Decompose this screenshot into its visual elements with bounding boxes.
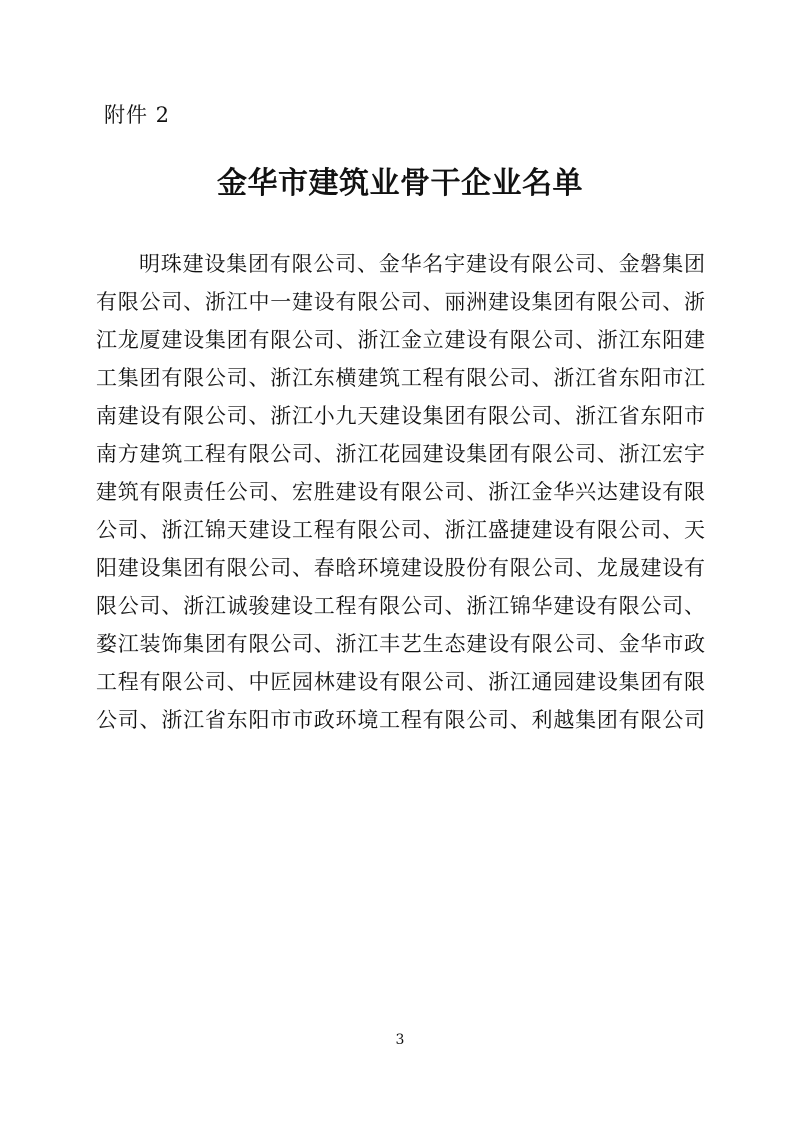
paragraph-line: 公司、浙江锦天建设工程有限公司、浙江盛捷建设有限公司、天 [96, 518, 705, 542]
page-title: 金华市建筑业骨干企业名单 [217, 166, 583, 201]
paragraph-line: 公司、浙江省东阳市市政环境工程有限公司、利越集团有限公司 [96, 708, 705, 732]
paragraph-line: 婺江装饰集团有限公司、浙江丰艺生态建设有限公司、金华市政 [96, 632, 705, 656]
paragraph-line: 南方建筑工程有限公司、浙江花园建设集团有限公司、浙江宏宇 [96, 442, 705, 466]
company-list-paragraph [96, 245, 705, 739]
paragraph-line: 工程有限公司、中匠园林建设有限公司、浙江通园建设集团有限 [96, 670, 705, 694]
paragraph-line: 限公司、浙江诚骏建设工程有限公司、浙江锦华建设有限公司、 [96, 594, 705, 618]
page-number: 3 [395, 1032, 405, 1048]
paragraph-line: 建筑有限责任公司、宏胜建设有限公司、浙江金华兴达建设有限 [96, 480, 705, 504]
paragraph-line: 阳建设集团有限公司、春晗环境建设股份有限公司、龙晟建设有 [96, 556, 705, 580]
paragraph-line: 工集团有限公司、浙江东横建筑工程有限公司、浙江省东阳市江 [96, 366, 705, 390]
paragraph-line: 南建设有限公司、浙江小九天建设集团有限公司、浙江省东阳市 [96, 404, 705, 428]
paragraph-line: 有限公司、浙江中一建设有限公司、丽洲建设集团有限公司、浙 [96, 290, 705, 314]
attachment-label: 附件 2 [104, 103, 171, 127]
paragraph-line: 江龙厦建设集团有限公司、浙江金立建设有限公司、浙江东阳建 [96, 328, 705, 352]
paragraph-line: 明珠建设集团有限公司、金华名宇建设有限公司、金磐集团 [139, 252, 705, 276]
